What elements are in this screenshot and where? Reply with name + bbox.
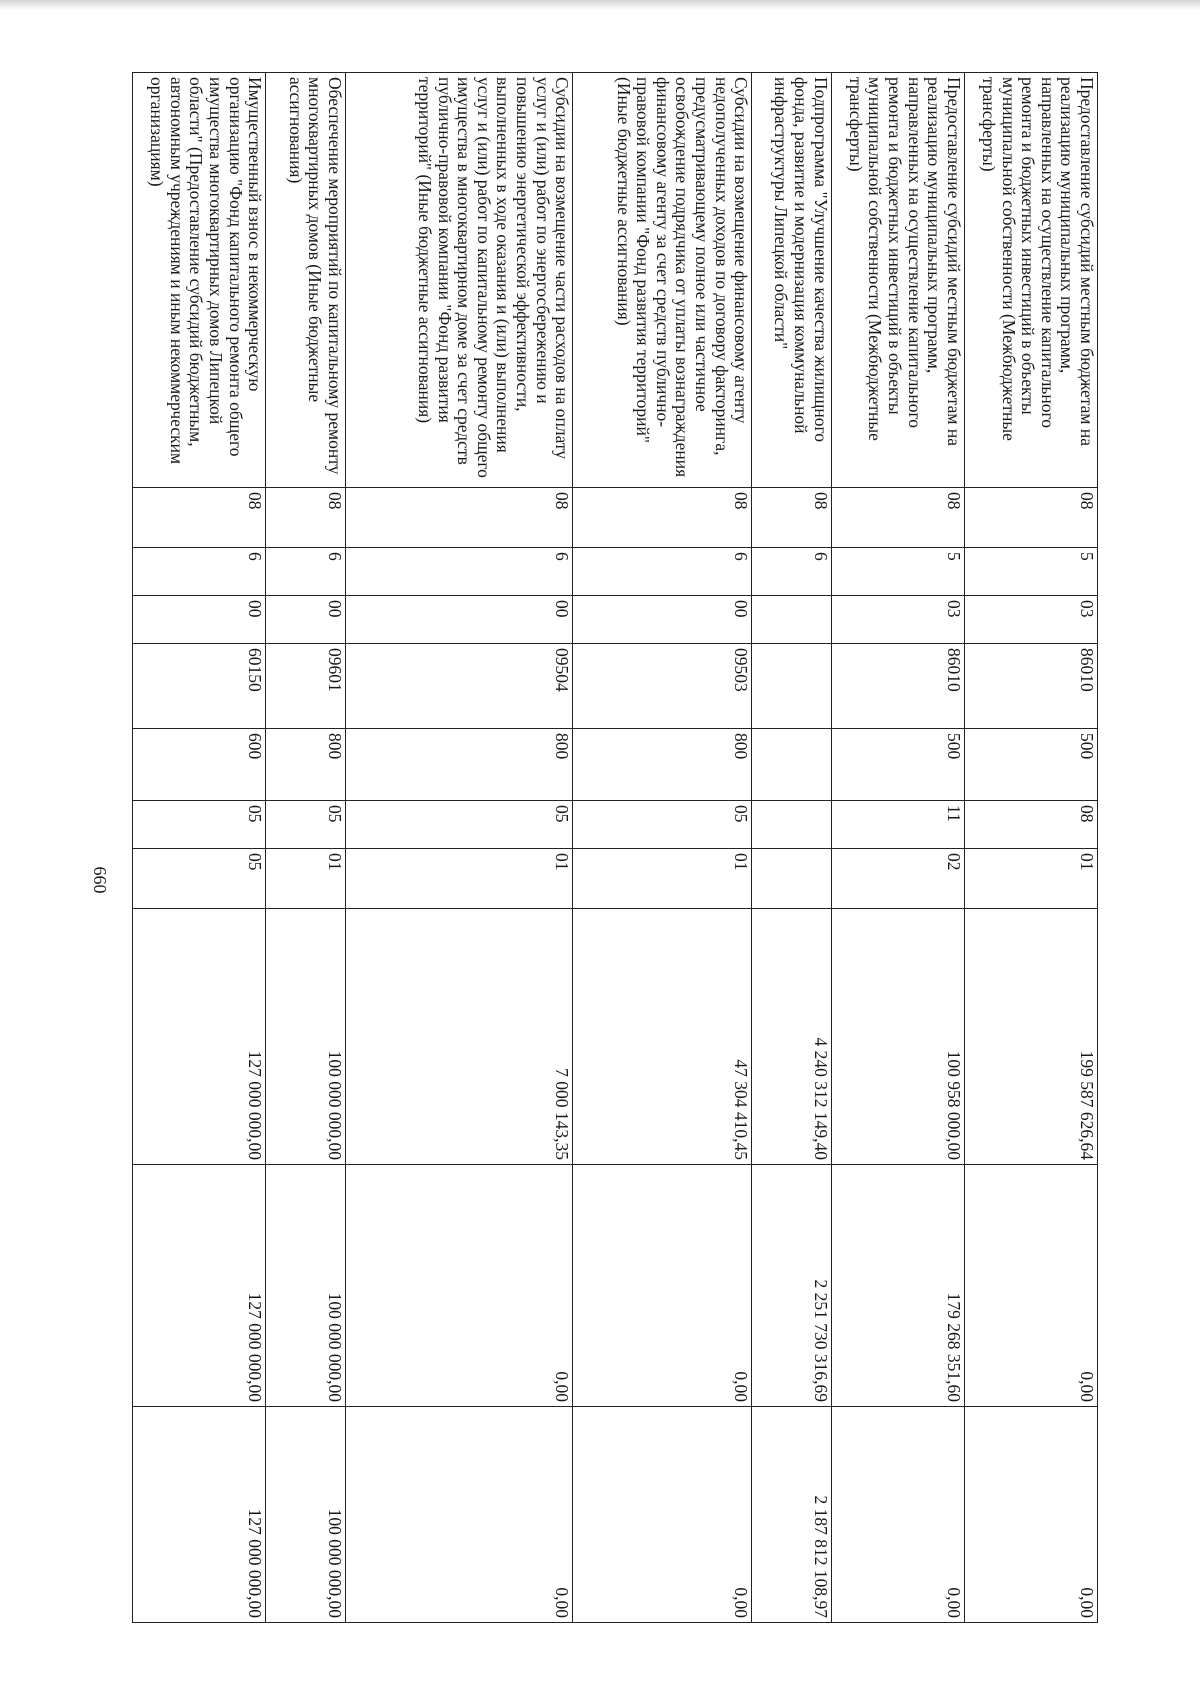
expense-type-code: 500 <box>964 729 1097 801</box>
table-row <box>266 73 346 1623</box>
amount-year-1: 47 304 410,45 <box>573 909 752 1165</box>
table-row <box>133 73 266 1623</box>
amount-year-1: 199 587 626,64 <box>964 909 1097 1165</box>
amount-year-1: 7 000 143,35 <box>345 909 573 1165</box>
ministry-code: 08 <box>964 488 1097 548</box>
row-description: Подпрограмма "Улучшение качества жилищного фонда, развитие и модернизация коммунальной инфраструктуры Липецкой области" <box>752 73 832 488</box>
subsection-code: 05 <box>133 849 266 909</box>
budget-table <box>132 72 1098 1623</box>
expense-type-code: 500 <box>831 729 964 801</box>
amount-year-3: 0,00 <box>573 1407 752 1623</box>
row-description: Субсидии на возмещение финансовому агенту недополученных доходов по договору факторинга, предусматривающему полное или частичное освобождение подрядчика от уплаты вознаграждения финансовому агенту за счет средств публично-правовой компании "Фонд развития территорий" (Иные бюджетные ассигнования) <box>573 73 752 488</box>
amount-year-3: 2 187 812 108,97 <box>752 1407 832 1623</box>
rotated-sheet <box>132 72 1098 1622</box>
ministry-code: 08 <box>345 488 573 548</box>
section-code <box>752 801 832 849</box>
amount-year-2: 100 000 000,00 <box>266 1165 346 1407</box>
expense-type-code: 800 <box>345 729 573 801</box>
item-code: 09503 <box>573 644 752 729</box>
program-code: 6 <box>345 548 573 596</box>
amount-year-1: 127 000 000,00 <box>133 909 266 1165</box>
program-code: 6 <box>266 548 346 596</box>
ministry-code: 08 <box>573 488 752 548</box>
row-description: Предоставление субсидий местным бюджетам на реализацию муниципальных программ, направленных на осуществление капитального ремонта и бюджетных инвестиций в объекты муниципальной собственности (Межбюджетные трансферты) <box>831 73 964 488</box>
item-code: 86010 <box>964 644 1097 729</box>
page-number: 660 <box>90 866 110 894</box>
amount-year-3: 127 000 000,00 <box>133 1407 266 1623</box>
table-row <box>573 73 752 1623</box>
amount-year-1: 100 958 000,00 <box>831 909 964 1165</box>
amount-year-3: 0,00 <box>831 1407 964 1623</box>
subprogram-code: 00 <box>573 596 752 644</box>
scan-top-edge <box>0 0 1200 10</box>
amount-year-2: 179 268 351,60 <box>831 1165 964 1407</box>
section-code: 05 <box>573 801 752 849</box>
amount-year-2: 2 251 730 316,69 <box>752 1165 832 1407</box>
subsection-code: 01 <box>964 849 1097 909</box>
subsection-code: 01 <box>573 849 752 909</box>
ministry-code: 08 <box>752 488 832 548</box>
section-code: 05 <box>133 801 266 849</box>
item-code: 86010 <box>831 644 964 729</box>
amount-year-2: 0,00 <box>345 1165 573 1407</box>
amount-year-1: 100 000 000,00 <box>266 909 346 1165</box>
amount-year-3: 0,00 <box>964 1407 1097 1623</box>
amount-year-2: 0,00 <box>964 1165 1097 1407</box>
item-code <box>752 644 832 729</box>
amount-year-3: 100 000 000,00 <box>266 1407 346 1623</box>
section-code: 05 <box>345 801 573 849</box>
subsection-code <box>752 849 832 909</box>
section-code: 08 <box>964 801 1097 849</box>
table-row <box>752 73 832 1623</box>
program-code: 6 <box>573 548 752 596</box>
expense-type-code <box>752 729 832 801</box>
expense-type-code: 600 <box>133 729 266 801</box>
program-code: 6 <box>752 548 832 596</box>
subsection-code: 02 <box>831 849 964 909</box>
subprogram-code: 00 <box>266 596 346 644</box>
subsection-code: 01 <box>345 849 573 909</box>
item-code: 60150 <box>133 644 266 729</box>
program-code: 5 <box>964 548 1097 596</box>
table-row <box>964 73 1097 1623</box>
amount-year-2: 127 000 000,00 <box>133 1165 266 1407</box>
subsection-code: 01 <box>266 849 346 909</box>
program-code: 5 <box>831 548 964 596</box>
item-code: 09601 <box>266 644 346 729</box>
item-code: 09504 <box>345 644 573 729</box>
subprogram-code: 03 <box>831 596 964 644</box>
row-description: Предоставление субсидий местным бюджетам на реализацию муниципальных программ, направленных на осуществление капитального ремонта и бюджетных инвестиций в объекты муниципальной собственности (Межбюджетные трансферты) <box>964 73 1097 488</box>
amount-year-2: 0,00 <box>573 1165 752 1407</box>
section-code: 05 <box>266 801 346 849</box>
ministry-code: 08 <box>266 488 346 548</box>
amount-year-1: 4 240 312 149,40 <box>752 909 832 1165</box>
section-code: 11 <box>831 801 964 849</box>
row-description: Имущественный взнос в некоммерческую организацию "Фонд капитального ремонта общего имущества многоквартирных домов Липецкой области" (Предоставление субсидий бюджетным, автономным учреждениям и иным некоммерческим организациям) <box>133 73 266 488</box>
amount-year-3: 0,00 <box>345 1407 573 1623</box>
ministry-code: 08 <box>831 488 964 548</box>
expense-type-code: 800 <box>266 729 346 801</box>
ministry-code: 08 <box>133 488 266 548</box>
subprogram-code <box>752 596 832 644</box>
row-description: Обеспечение мероприятий по капитальному ремонту многоквартирных домов (Иные бюджетные ассигнования) <box>266 73 346 488</box>
table-row <box>831 73 964 1623</box>
expense-type-code: 800 <box>573 729 752 801</box>
subprogram-code: 00 <box>133 596 266 644</box>
subprogram-code: 00 <box>345 596 573 644</box>
program-code: 6 <box>133 548 266 596</box>
row-description: Субсидии на возмещение части расходов на оплату услуг и (или) работ по энергосбережению и повышению энергетической эффективности, выполненных в ходе оказания и (или) выполнения услуг и (или) работ по капитальному ремонту общего имущества в многоквартирном доме за счет средств публично-правовой компании "Фонд развития территорий" (Иные бюджетные ассигнования) <box>345 73 573 488</box>
subprogram-code: 03 <box>964 596 1097 644</box>
table-row <box>345 73 573 1623</box>
